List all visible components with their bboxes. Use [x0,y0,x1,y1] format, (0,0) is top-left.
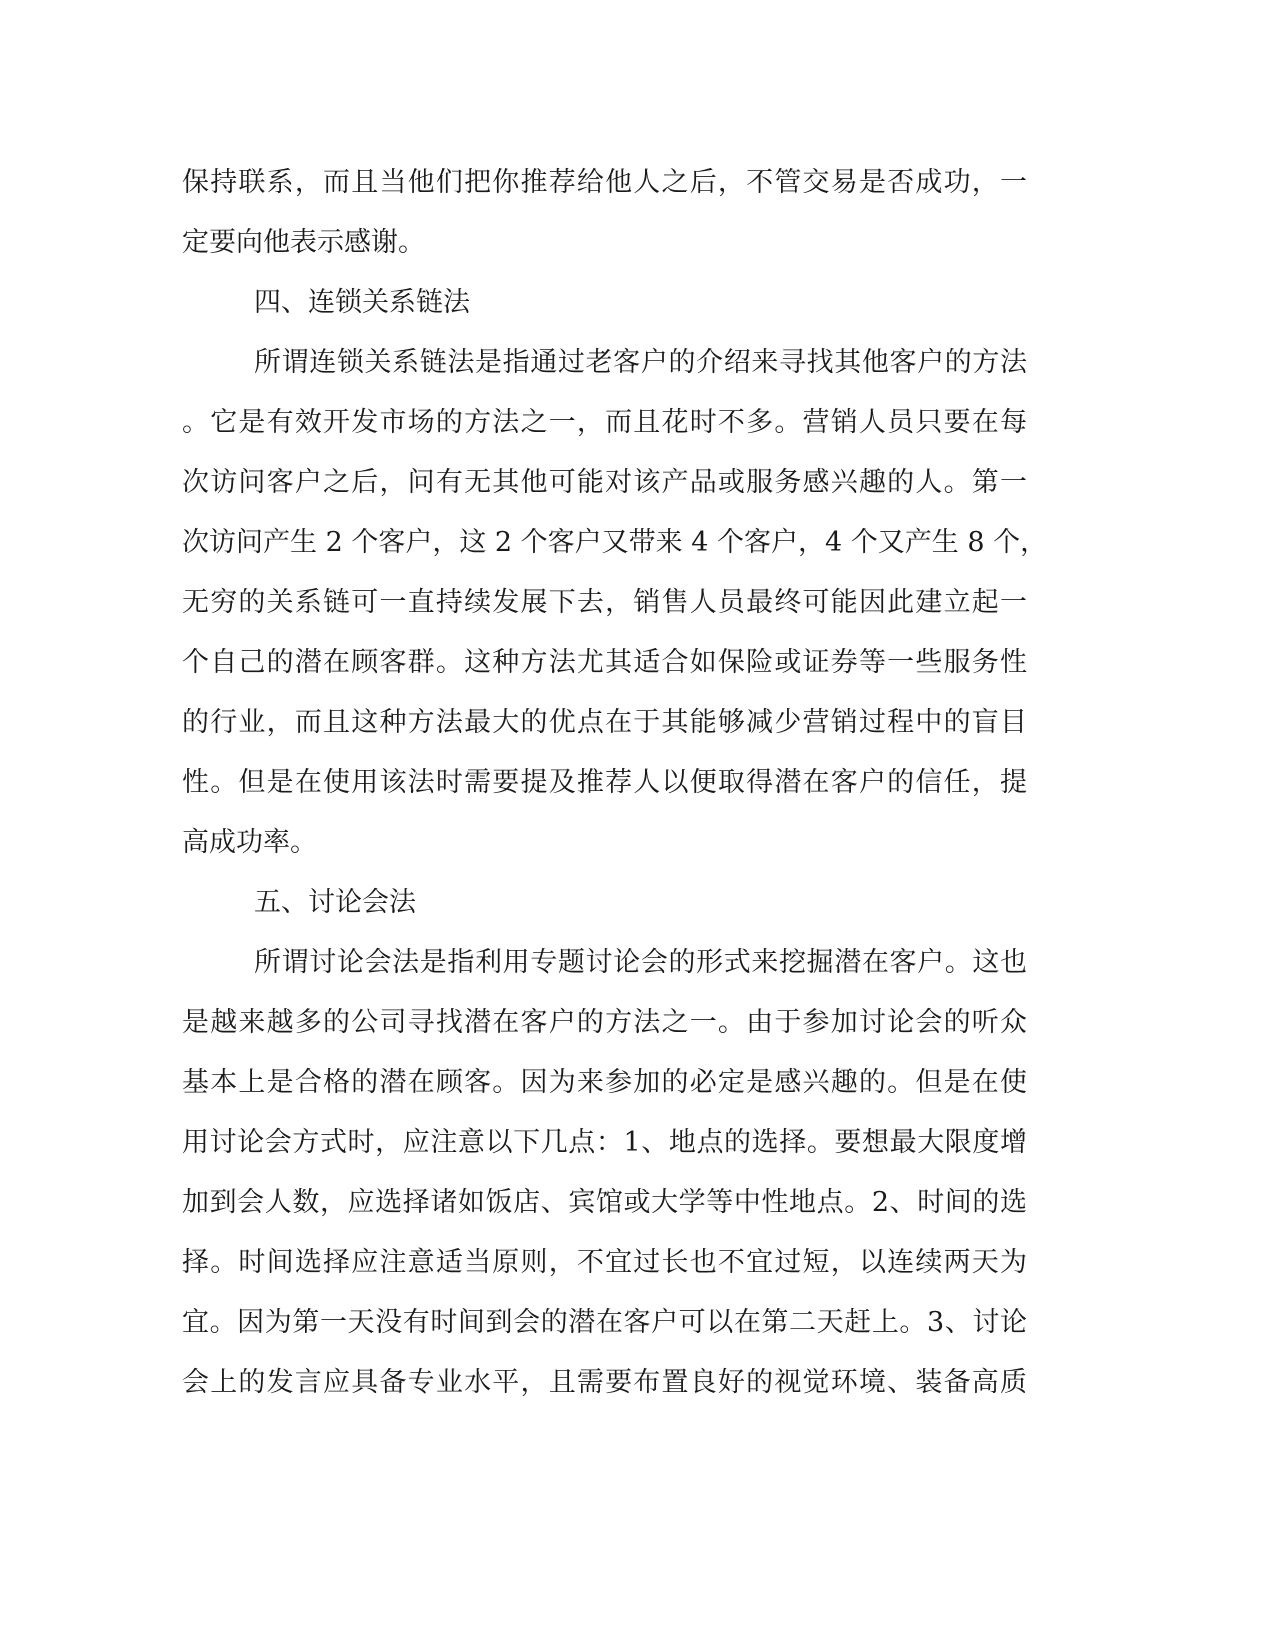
paragraph-line: 次访问客户之后，问有无其他可能对该产品或服务感兴趣的人。第一 [182,467,1027,498]
paragraph-line: 保持联系，而且当他们把你推荐给他人之后，不管交易是否成功，一 [182,167,1027,198]
section-heading: 五、讨论会法 [254,887,416,918]
paragraph-line: 加到会人数，应选择诸如饭店、宾馆或大学等中性地点。2、时间的选 [182,1187,1027,1218]
paragraph-line: 是越来越多的公司寻找潜在客户的方法之一。由于参加讨论会的听众 [182,1007,1027,1038]
paragraph-line: 定要向他表示感谢。 [182,227,425,258]
document-page [182,153,1048,1413]
paragraph-line: 所谓连锁关系链法是指通过老客户的介绍来寻找其他客户的方法 [254,347,1027,378]
paragraph-line: 高成功率。 [182,827,317,858]
paragraph-line: 择。时间选择应注意适当原则，不宜过长也不宜过短，以连续两天为 [182,1247,1027,1278]
paragraph-line: 个自己的潜在顾客群。这种方法尤其适合如保险或证券等一些服务性 [182,647,1027,678]
paragraph-line: 基本上是合格的潜在顾客。因为来参加的必定是感兴趣的。但是在使 [182,1067,1027,1098]
paragraph-line: 会上的发言应具备专业水平，且需要布置良好的视觉环境、装备高质 [182,1367,1027,1398]
paragraph-line: 次访问产生 2 个客户，这 2 个客户又带来 4 个客户，4 个又产生 8 个， [182,527,1048,558]
paragraph-line: 的行业，而且这种方法最大的优点在于其能够减少营销过程中的盲目 [182,707,1027,738]
paragraph-line: 性。但是在使用该法时需要提及推荐人以便取得潜在客户的信任，提 [182,767,1027,798]
paragraph-line: 。它是有效开发市场的方法之一，而且花时不多。营销人员只要在每 [182,407,1027,438]
paragraph-line: 无穷的关系链可一直持续发展下去，销售人员最终可能因此建立起一 [182,587,1027,618]
paragraph-line: 所谓讨论会法是指利用专题讨论会的形式来挖掘潜在客户。这也 [254,947,1027,978]
paragraph-line: 用讨论会方式时，应注意以下几点：1、地点的选择。要想最大限度增 [182,1127,1027,1158]
section-heading: 四、连锁关系链法 [254,287,470,318]
paragraph-line: 宜。因为第一天没有时间到会的潜在客户可以在第二天赶上。3、讨论 [182,1307,1027,1338]
